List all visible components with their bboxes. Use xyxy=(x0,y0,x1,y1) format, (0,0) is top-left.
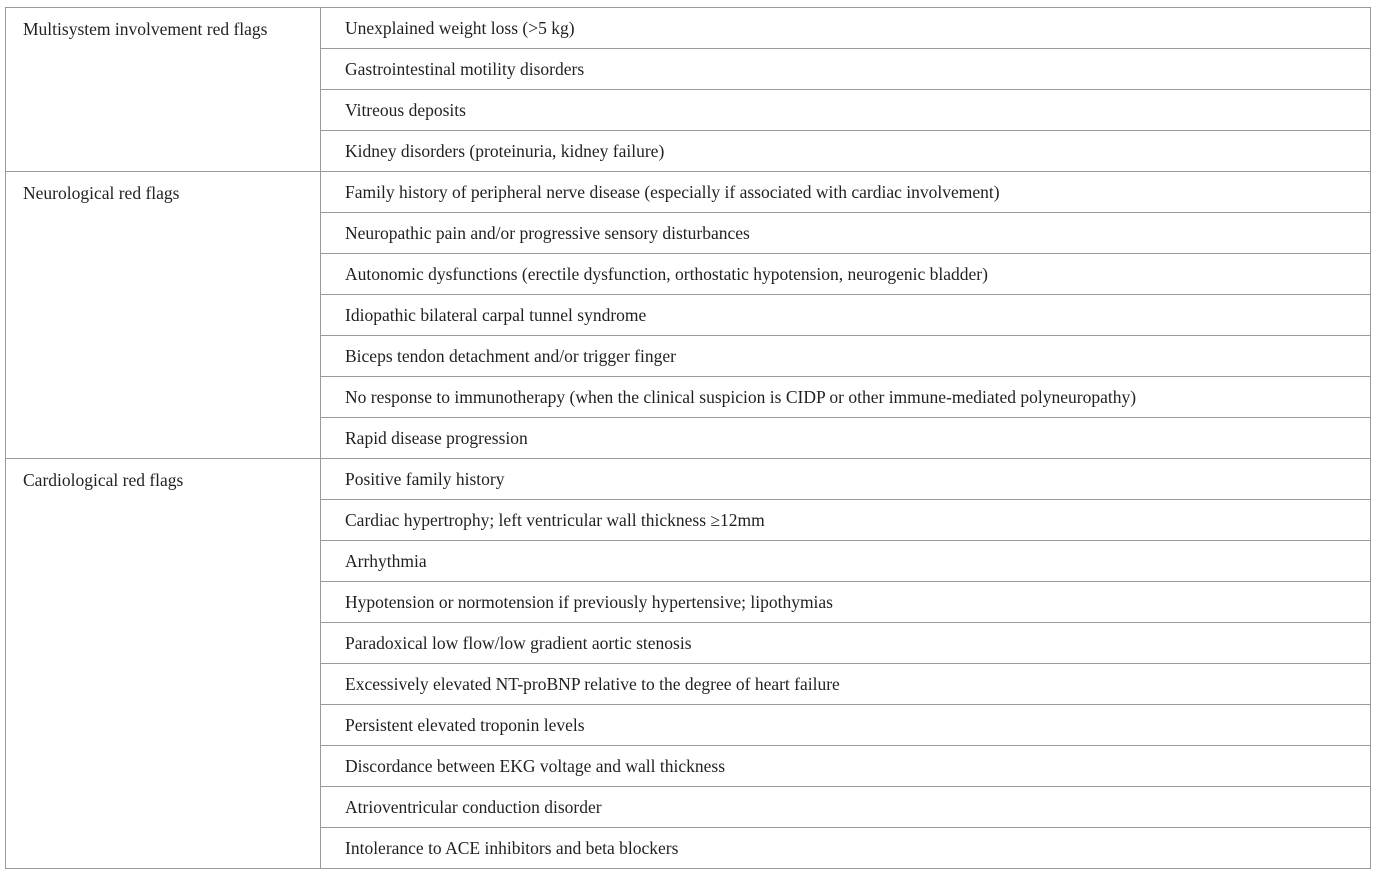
flag-item: Atrioventricular conduction disorder xyxy=(321,787,1371,828)
flag-item: Gastrointestinal motility disorders xyxy=(321,49,1371,90)
red-flags-table-container xyxy=(5,7,1370,869)
table-row xyxy=(6,172,1371,213)
flag-item: Cardiac hypertrophy; left ventricular wall thickness ≥12mm xyxy=(321,500,1371,541)
category-cell-cardiological: Cardiological red flags xyxy=(6,459,321,869)
flag-item: Excessively elevated NT-proBNP relative to the degree of heart failure xyxy=(321,664,1371,705)
flag-item: No response to immunotherapy (when the clinical suspicion is CIDP or other immune-mediated polyneuropathy) xyxy=(321,377,1371,418)
flag-item: Idiopathic bilateral carpal tunnel syndrome xyxy=(321,295,1371,336)
flag-item: Hypotension or normotension if previously hypertensive; lipothymias xyxy=(321,582,1371,623)
flag-item: Neuropathic pain and/or progressive sensory disturbances xyxy=(321,213,1371,254)
flag-item: Arrhythmia xyxy=(321,541,1371,582)
table-row xyxy=(6,8,1371,49)
flag-item: Kidney disorders (proteinuria, kidney failure) xyxy=(321,131,1371,172)
flag-item: Unexplained weight loss (>5 kg) xyxy=(321,8,1371,49)
red-flags-table xyxy=(5,7,1371,869)
flag-item: Intolerance to ACE inhibitors and beta blockers xyxy=(321,828,1371,869)
flag-item: Biceps tendon detachment and/or trigger finger xyxy=(321,336,1371,377)
flag-item: Paradoxical low flow/low gradient aortic stenosis xyxy=(321,623,1371,664)
table-row xyxy=(6,459,1371,500)
flag-item: Family history of peripheral nerve disease (especially if associated with cardiac involvement) xyxy=(321,172,1371,213)
category-cell-multisystem: Multisystem involvement red flags xyxy=(6,8,321,172)
flag-item: Rapid disease progression xyxy=(321,418,1371,459)
flag-item: Persistent elevated troponin levels xyxy=(321,705,1371,746)
flag-item: Positive family history xyxy=(321,459,1371,500)
flag-item: Discordance between EKG voltage and wall thickness xyxy=(321,746,1371,787)
flag-item: Vitreous deposits xyxy=(321,90,1371,131)
flag-item: Autonomic dysfunctions (erectile dysfunction, orthostatic hypotension, neurogenic bladder) xyxy=(321,254,1371,295)
category-cell-neurological: Neurological red flags xyxy=(6,172,321,459)
